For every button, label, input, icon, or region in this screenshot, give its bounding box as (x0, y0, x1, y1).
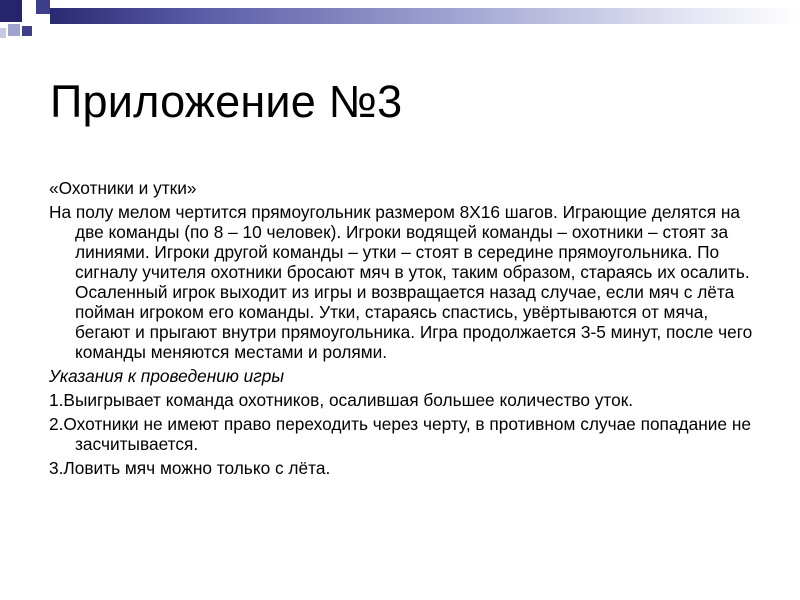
decor-square (0, 28, 6, 38)
instruction-item: 3.Ловить мяч можно только с лёта. (49, 458, 331, 478)
decor-square (22, 26, 32, 36)
header-gradient-band (50, 8, 800, 24)
decor-square (36, 0, 50, 14)
slide-body (49, 178, 754, 482)
instruction-item: 2.Охотники не имеют право переходить через черту, в противном случае попадание не засчитывается. (49, 414, 751, 454)
instructions-heading: Указания к проведению игры (49, 366, 285, 386)
decor-square (8, 24, 20, 36)
game-description: На полу мелом чертится прямоугольник размером 8Х16 шагов. Играющие делятся на две команды (по 8 – 10 человек). Игроки водящей команды – охотники – стоят за линиями. Игроки другой команды – утки – стоят в середине прямоугольника. По сигналу учителя охотники бросают мяч в уток, таким образом, стараясь их осалить. Осаленный игрок выходит из игры и возвращается назад случае, если мяч с лёта пойман игроком его команды. Утки, стараясь спастись, увёртываются от мяча, бегают и прыгают внутри прямоугольника. Игра продолжается 3-5 минут, после чего команды меняются местами и ролями. (49, 202, 753, 362)
instruction-item: 1.Выигрывает команда охотников, осалившая большее количество уток. (49, 390, 634, 410)
game-name: «Охотники и утки» (49, 178, 197, 198)
slide-title: Приложение №3 (50, 76, 403, 127)
decor-square (0, 0, 22, 22)
